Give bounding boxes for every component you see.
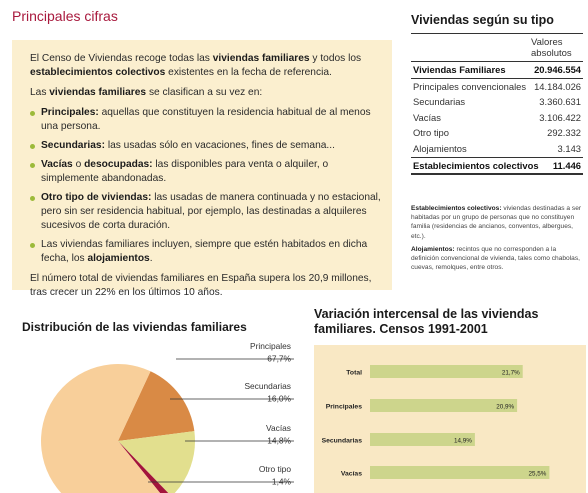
housing-table	[411, 33, 583, 175]
bar-value-label: 20,9%	[496, 403, 515, 411]
bar-category-label: Vacías	[340, 470, 362, 478]
table-title: Viviendas según su tipo	[411, 13, 554, 27]
list-item-principales: Principales: aquellas que constituyen la residencia habitual de al menos una persona.	[30, 106, 382, 134]
pie-value-label: 14,8%	[267, 435, 291, 446]
intro-paragraph-2: Las viviendas familiares se clasifican a su vez en:	[30, 87, 263, 98]
table-row: Establecimientos colectivos 11.446	[411, 157, 583, 176]
list-item-otro-tipo: Otro tipo de viviendas: las usadas de manera continuada y no estacional, pero sin ser residencia habitual, por ejemplo, las destinadas a alquileres sucesivos de corta duración.	[30, 191, 382, 233]
pie-label: Secundarias	[244, 381, 291, 391]
list-item-alojamientos: Las viviendas familiares incluyen, siempre que estén habitados en dicha fecha, los alojamientos.	[30, 238, 382, 266]
types-list	[30, 106, 382, 266]
table-row: Principales convencionales 14.184.026	[413, 80, 581, 92]
table-row: Alojamientos 3.143	[413, 142, 581, 154]
pie-value-label: 67,7%	[267, 353, 291, 364]
bar-chart-title: Variación intercensal de las viviendas familiares. Censos 1991-2001	[314, 307, 539, 336]
list-item-secundarias: Secundarias: las usadas sólo en vacaciones, fines de semana...	[30, 139, 382, 153]
pie-label: Otro tipo	[258, 464, 291, 474]
bar-total	[370, 365, 523, 378]
table-row: Otro tipo 292.332	[413, 127, 581, 139]
bar-chart	[314, 345, 586, 493]
table-row: Vacías 3.106.422	[413, 111, 581, 123]
table-row: Viviendas Familiares 20.946.554	[411, 61, 583, 79]
pie-label: Vacías	[266, 423, 291, 433]
pie-value-label: 16,0%	[267, 393, 291, 404]
bar-value-label: 21,7%	[501, 369, 520, 377]
table-row: Secundarias 3.360.631	[413, 96, 581, 108]
bar-principales	[370, 399, 517, 412]
table-notes	[411, 204, 583, 276]
bar-category-label: Total	[346, 369, 362, 377]
intro-box	[12, 40, 392, 298]
bar-category-label: Principales	[325, 403, 362, 411]
pie-chart-title: Distribución de las viviendas familiares	[22, 320, 247, 334]
table-header: Valores absolutos	[531, 37, 572, 59]
pie-value-label: 1,4%	[271, 476, 291, 487]
list-item-vacias: Vacías o desocupadas: las disponibles para venta o alquiler, o simplemente abandonadas.	[30, 158, 382, 186]
intro-paragraph-3: El número total de viviendas familiares en España supera los 20,9 millones, tras crecer un 22% en los últimos 10 años.	[30, 273, 372, 298]
note-establecimientos: Establecimientos colectivos: viviendas destinadas a ser habitadas por un grupo de personas que no constituyen familia (residencias de ancianos, conventos, albergues, etc.).	[411, 205, 582, 240]
note-alojamientos: Alojamientos: recintos que no corresponden a la definición convencional de vivienda, tales como chabolas, cuevas, remolques, entre otros.	[411, 245, 580, 272]
bar-category-label: Secundarias	[321, 437, 362, 445]
pie-chart	[0, 330, 300, 493]
page-title: Principales cifras	[12, 8, 118, 24]
bar-value-label: 25,5%	[528, 470, 547, 478]
intro-paragraph-1: El Censo de Viviendas recoge todas las viviendas familiares y todos los establecimientos colectivos existentes en la fecha de referencia.	[30, 53, 362, 78]
pie-label: Principales	[250, 341, 291, 351]
bar-vacas	[370, 466, 549, 479]
bar-value-label: 14,9%	[454, 437, 472, 445]
